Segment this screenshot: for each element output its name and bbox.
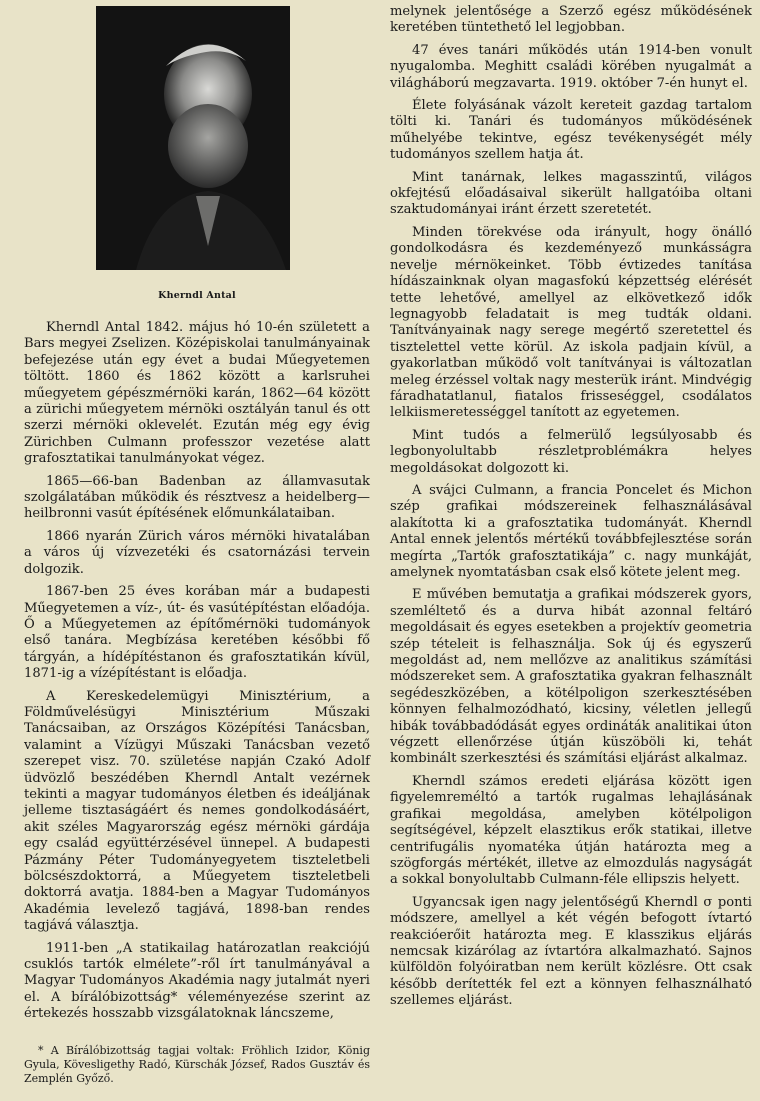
right-column: [390, 4, 752, 1016]
paragraph: E művében bemutatja a grafikai módszerek gyors, szemléltető és a durva hibát azonnal feltáró megoldásait és egyes esetekben a projektív geometria szép tételeit is felhasználja. Sok új és egyszerű megoldást ad, nem mellőzve az analitikus számítási módszereket sem. A grafosztatika gyakran felhasznált segédeszközében, a kötélpoligon szerkesztésében könnyen felhalmozódható, kicsiny, véletlen jellegű hibák továbbadódását egyes ordináták analitikai úton végzett ellenőrzése útján küszöböli ki, tehát kombinált szerkesztési és számítási eljárást alkalmaz.: [390, 587, 752, 767]
paragraph: Kherndl Antal 1842. május hó 10-én született a Bars megyei Zselizen. Középiskolai tanulmányainak befejezése után egy évet a budai Műegyetemen töltött. 1860 és 1862 között a karlsruhei műegyetem gépészmérnöki karán, 1862—64 között a zürichi műegyetem mérnöki osztályán tanul és ott szerzi mérnöki oklevelét. Ezután még egy évig Zürichben Culmann professzor vezetése alatt grafosztatikai tanulmányokat végez.: [24, 320, 370, 467]
paragraph: 1867-ben 25 éves korában már a budapesti Műegyetemen a víz-, út- és vasútépítéstan előadója. Ő a Műegyetemen az építőmérnöki tudományok első tanára. Megbízása keretében későbbi fő tárgyán, a hídépítéstanon és grafosztatikán kívül, 1871-ig a vízépítéstant is előadja.: [24, 584, 370, 682]
portrait-caption: Kherndl Antal: [158, 290, 236, 301]
footnote: * A Bírálóbizottság tagjai voltak: Fröhlich Izidor, König Gyula, Kövesligethy Radó, Kürschák József, Rados Gusztáv és Zemplén Győző.: [24, 1044, 370, 1085]
left-column: [24, 320, 370, 1029]
paragraph: A svájci Culmann, a francia Poncelet és Michon szép grafikai módszereinek felhasználásával alakította ki a grafosztatika tudományát. Kherndl Antal ennek jelentős mértékű továbbfejlesztése során megírta „Tartók grafosztatikája” c. nagy munkáját, amelynek nyomtatásban csak első kötete jelent meg.: [390, 482, 752, 580]
paragraph: Mint tanárnak, lelkes magasszintű, világos okfejtésű előadásaival sikerült hallgatóiba oltani szaktudományai iránt érzett szeretetét.: [390, 169, 752, 218]
paragraph: 1911-ben „A statikailag határozatlan reakciójú csuklós tartók elmélete”-ről írt tanulmányával a Magyar Tudományos Akadémia nagy jutalmát nyeri el. A bírálóbizottság* véleményezése szerint az értekezés hosszabb vizsgálatoknak láncszeme,: [24, 940, 370, 1022]
portrait-photo: [96, 6, 290, 270]
paragraph: 1865—66-ban Badenban az államvasutak szolgálatában működik és résztvesz a heidelberg—heilbronni vasút építésének előmunkálataiban.: [24, 473, 370, 522]
paragraph: Minden törekvése oda irányult, hogy önálló gondolkodásra és kezdeményező munkásságra nevelje mérnökeinket. Több évtizedes tanítása hídászainknak olyan magasfokú képzettség elérését tette lehetővé, amellyel az elkövetkező idők legnagyobb feladatait is meg tudták oldani. Tanítványainak nagy serege megértő szeretettel és tisztelettel vette körül. Az iskola padjain kívül, a gyakorlatban működő volt tanítványai is változatlan meleg érzéssel voltak nagy mesterük iránt. Mindvégig fáradhatatlanul, fiatalos frisseséggel, csodálatos lelkiismeretességgel tanított az egyetemen.: [390, 224, 752, 421]
paragraph: Élete folyásának vázolt kereteit gazdag tartalom tölti ki. Tanári és tudományos működésének műhelyébe tekintve, egész tevékenységét mély tudományos szellem hatja át.: [390, 98, 752, 163]
paragraph: 1866 nyarán Zürich város mérnöki hivatalában a város új vízvezetéki és csatornázási tervein dolgozik.: [24, 528, 370, 577]
paragraph: A Kereskedelemügyi Minisztérium, a Földművelésügyi Minisztérium Műszaki Tanácsaiban, az Országos Középítési Tanácsban, valamint a Vízügyi Műszaki Tanácsban vezető szerepet visz. 70. születése napján Czakó Adolf üdvözlő beszédében Kherndl Antalt vezérnek tekinti a magyar tudományos életben és ideáljának jelleme tisztaságáért és nemes gondolkodásáért, akit széles Magyarország egész mérnöki gárdája egy család együttérzésével ünnepel. A budapesti Pázmány Péter Tudományegyetem tiszteletbeli bölcsészdoktorrá, a Műegyetem tiszteletbeli doktorrá avatja. 1884-ben a Magyar Tudományos Akadémia levelező tagjává, 1898-ban rendes tagjává választja.: [24, 688, 370, 934]
paragraph: melynek jelentősége a Szerző egész működésének keretében tüntethető lel legjobban.: [390, 4, 752, 36]
paragraph: 47 éves tanári működés után 1914-ben vonult nyugalomba. Meghitt családi körében nyugalmát a világháború megzavarta. 1919. október 7-én hunyt el.: [390, 42, 752, 91]
paragraph: Mint tudós a felmerülő legsúlyosabb és legbonyolultabb részletproblémákra helyes megoldásokat dolgozott ki.: [390, 427, 752, 476]
paragraph: Kherndl számos eredeti eljárása között igen figyelemreméltó a tartók rugalmas lehajlásának grafikai megoldása, amelyben kötélpoligon segítségével, képzelt elasztikus erők statikai, illetve centrifugális nyomatéka útján határozta meg a szögforgás mértékét, illetve az elmozdulás nagyságát a sokkal bonyolultabb Culmann-féle ellipszis helyett.: [390, 773, 752, 888]
paragraph: Ugyancsak igen nagy jelentőségű Kherndl σ ponti módszere, amellyel a két végén befogott ívtartó reakcióerőit határozta meg. E klasszikus eljárás nemcsak kizárólag az ívtartóra alkalmazható. Sajnos külföldön folyóiratban nem került közlésre. Ott csak később derítették fel ezt a könnyen felhasználható szellemes eljárást.: [390, 894, 752, 1009]
